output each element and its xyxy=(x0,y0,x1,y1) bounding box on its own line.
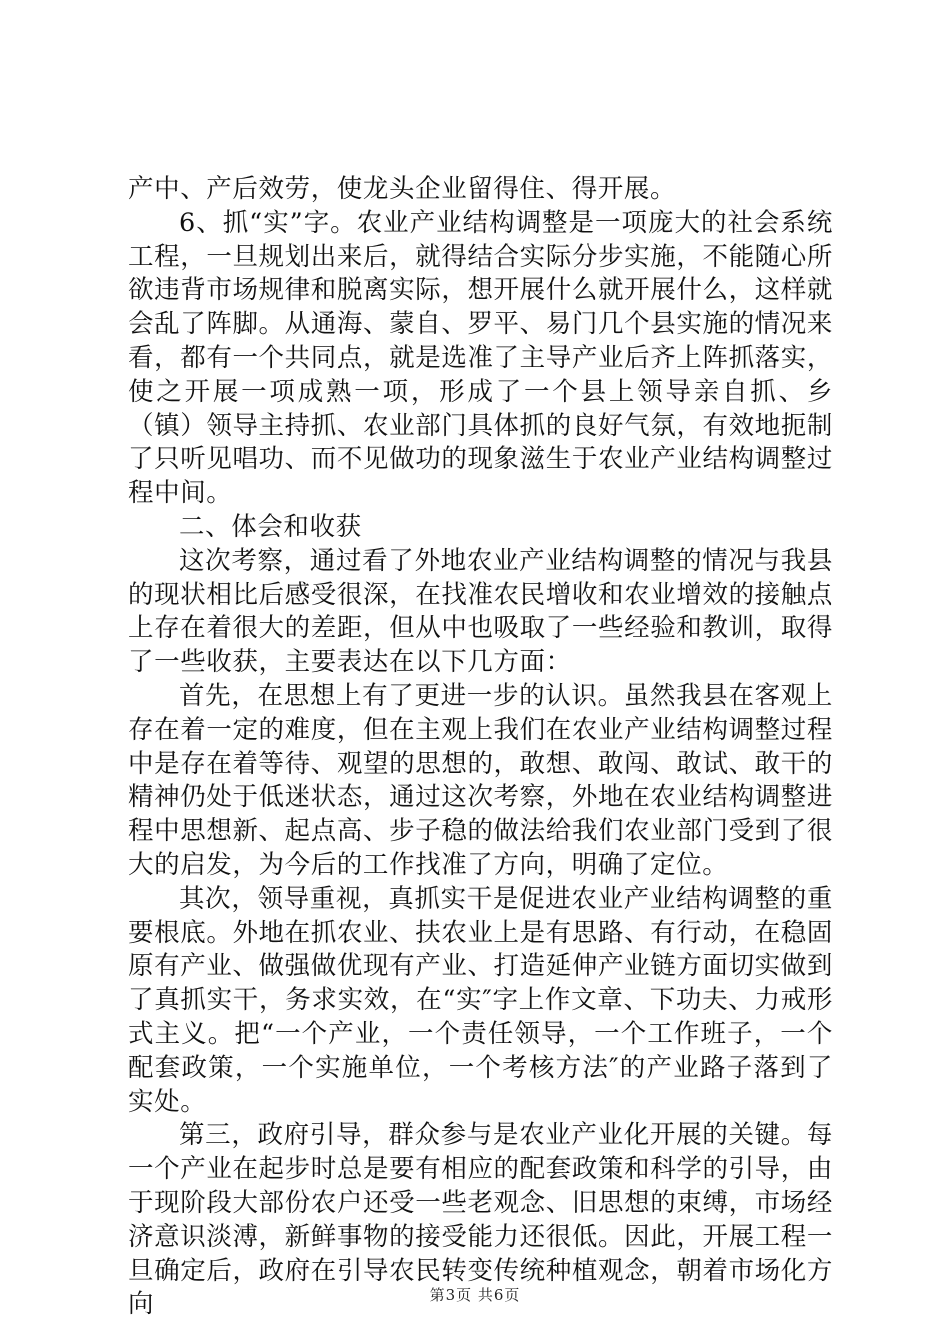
section-heading-experience: 二、体会和收获 xyxy=(179,511,362,542)
paragraph-intro: 这次考察，通过看了外地农业产业结构调整的情况与我县的现状相比后感受很深，在找准农民增收和农业增效的接触点上存在着很大的差距，但从中也吸取了一些经验和教训，取得了一些收获，主要表达在以下几方面： xyxy=(128,545,833,678)
paragraph-first: 首先，在思想上有了更进一步的认识。虽然我县在客观上存在着一定的难度，但在主观上我们在农业产业结构调整过程中是存在着等待、观望的思想的，敢想、敢闯、敢试、敢干的精神仍处于低迷状态，通过这次考察，外地在农业结构调整进程中思想新、起点高、步子稳的做法给我们农业部门受到了很大的启发，为今后的工作找准了方向，明确了定位。 xyxy=(128,680,833,880)
page-number-footer: 第3页 共6页 xyxy=(429,1286,521,1304)
paragraph-point-6: 6、抓“实”字。农业产业结构调整是一项庞大的社会系统工程，一旦规划出来后，就得结合实际分步实施，不能随心所欲违背市场规律和脱离实际，想开展什么就开展什么，这样就会乱了阵脚。从通海、蒙自、罗平、易门几个县实施的情况来看，都有一个共同点，就是选准了主导产业后齐上阵抓落实，使之开展一项成熟一项，形成了一个县上领导亲自抓、乡（镇）领导主持抓、农业部门具体抓的良好气氛，有效地扼制了只听见唱功、而不见做功的现象滋生于农业产业结构调整过程中间。 xyxy=(128,207,833,509)
paragraph-second: 其次，领导重视，真抓实干是促进农业产业结构调整的重要根底。外地在抓农业、扶农业上是有思路、有行动，在稳固原有产业、做强做优现有产业、打造延伸产业链方面切实做到了真抓实干，务求实效，在“实″字上作文章、下功夫、力戒形式主义。把“一个产业，一个责任领导，一个工作班子，一个配套政策，一个实施单位，一个考核方法″的产业路子落到了实处。 xyxy=(128,883,833,1117)
paragraph-third: 第三，政府引导，群众参与是农业产业化开展的关键。每一个产业在起步时总是要有相应的配套政策和科学的引导，由于现阶段大部份农户还受一些老观念、旧思想的束缚，市场经济意识淡溥，新鲜事物的接受能力还很低。因此，开展工程一旦确定后，政府在引导农民转变传统种植观念，朝着市场化方向 xyxy=(128,1120,833,1320)
paragraph-continuation: 产中、产后效劳，使龙头企业留得住、得开展。 xyxy=(128,174,677,204)
document-body xyxy=(128,173,833,1322)
